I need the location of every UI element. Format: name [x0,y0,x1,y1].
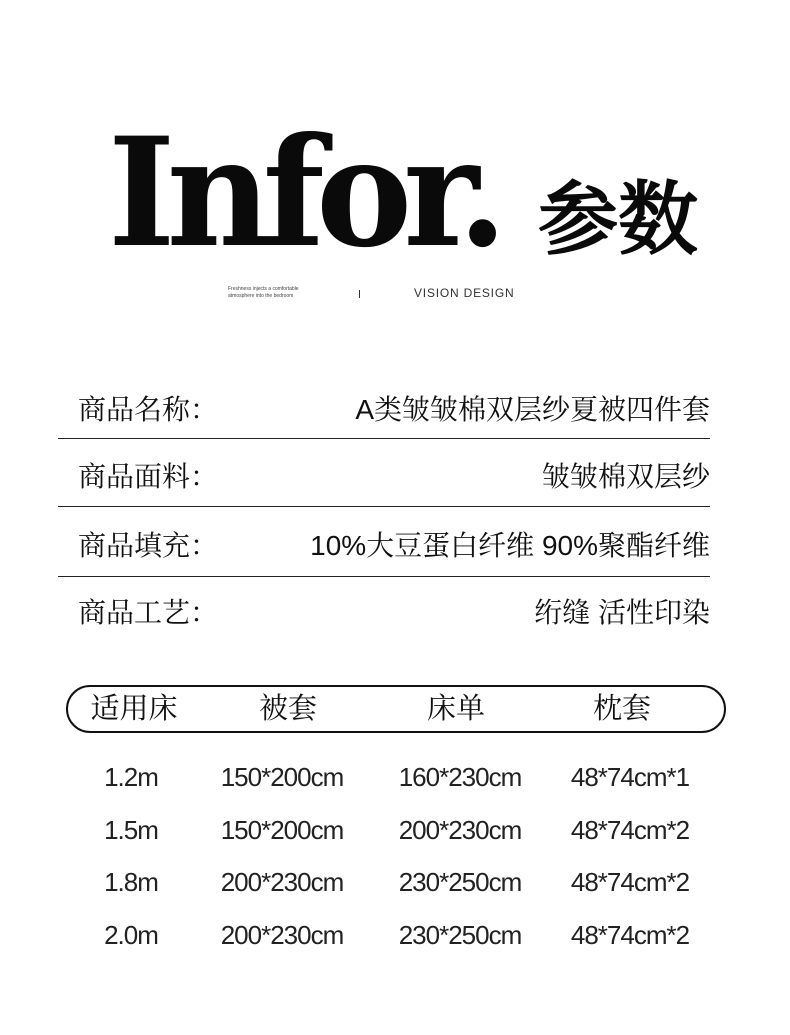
row-divider [58,576,710,577]
cell-bed-size: 1.2m [104,762,158,792]
info-value: A类皱皱棉双层纱夏被四件套 [355,394,710,425]
info-label: 商品工艺： [78,597,219,628]
info-row-filling [58,521,710,571]
cell-pillowcase: 48*74cm*2 [570,867,690,897]
cell-pillowcase: 48*74cm*1 [570,762,690,792]
cell-pillowcase: 48*74cm*2 [570,815,690,845]
size-table-header [66,685,726,733]
cell-bed-sheet: 230*250cm [398,867,522,897]
tagline-line-1: Freshness injects a comfortable [228,286,299,292]
cell-duvet-cover: 150*200cm [220,762,344,792]
cell-bed-size: 1.5m [104,815,158,845]
cell-bed-sheet: 230*250cm [398,920,522,950]
logo-chinese-title: 参数 [538,175,698,264]
header-pillowcase: 枕套 [592,693,651,725]
cell-bed-size: 1.8m [104,867,158,897]
info-row-craft [58,588,710,638]
info-row-name [58,385,710,435]
header-bed-sheet: 床单 [426,693,485,725]
vision-design-text: VISION DESIGN [414,286,515,300]
cell-bed-size: 2.0m [104,920,158,950]
info-label: 商品填充： [78,530,219,561]
cell-bed-sheet: 160*230cm [398,762,522,792]
logo-wordmark: Infor. [108,105,499,281]
tagline [228,286,318,300]
row-divider [58,506,710,507]
info-value: 绗缝 活性印染 [534,597,710,628]
info-label: 商品名称： [78,394,219,425]
cell-duvet-cover: 200*230cm [220,867,344,897]
cell-bed-sheet: 200*230cm [398,815,522,845]
row-divider [58,438,710,439]
header-duvet-cover: 被套 [258,693,317,725]
header-bed-size: 适用床 [90,693,178,725]
tagline-line-2: atmosphere into the bedroom [228,293,294,299]
info-value: 10%大豆蛋白纤维 90%聚酯纤维 [310,530,710,561]
cell-duvet-cover: 150*200cm [220,815,344,845]
cell-pillowcase: 48*74cm*2 [570,920,690,950]
info-label: 商品面料： [78,461,219,492]
tagline-divider [359,290,360,298]
cell-duvet-cover: 200*230cm [220,920,344,950]
info-row-fabric [58,452,710,502]
info-value: 皱皱棉双层纱 [541,461,710,492]
